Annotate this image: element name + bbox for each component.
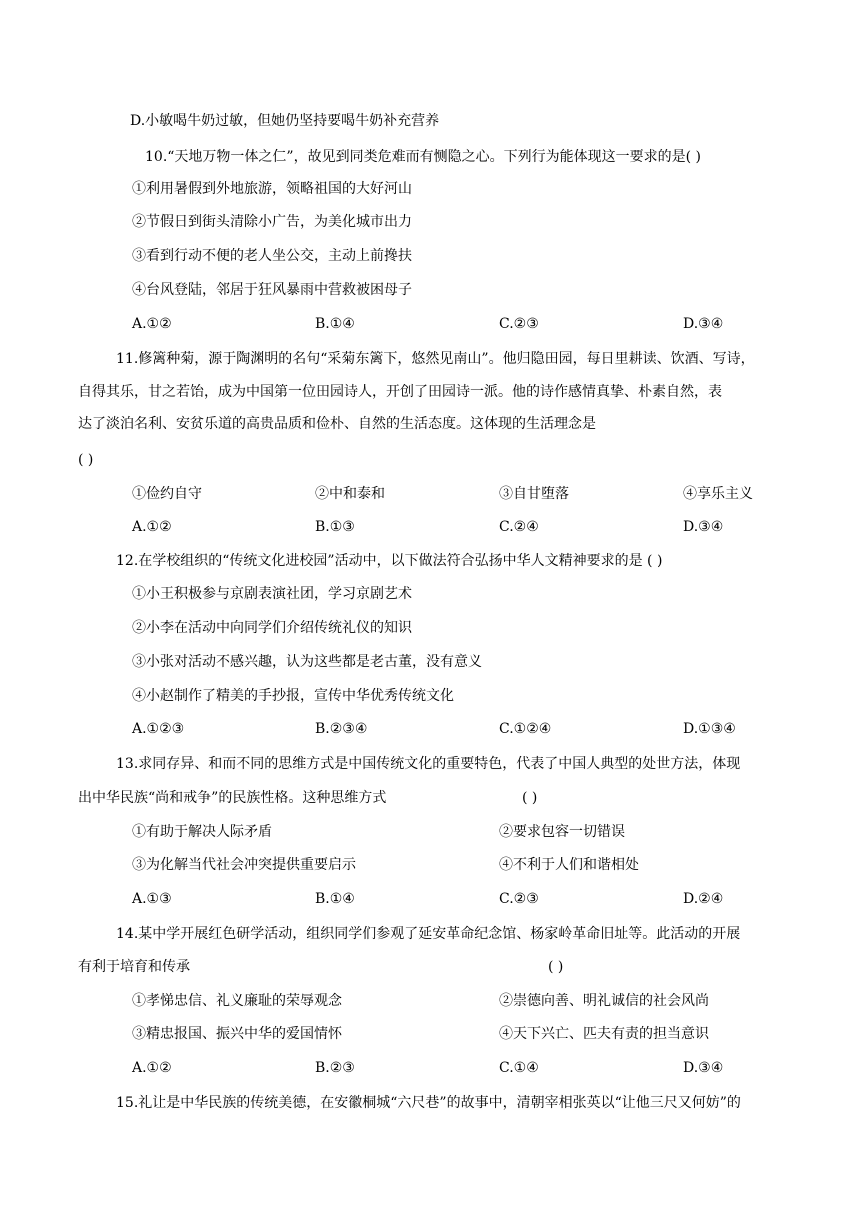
q14-item-3: ③精忠报国、振兴中华的爱国情怀 — [132, 1026, 342, 1042]
q12-item-3: ③小张对活动不感兴趣，认为这些都是老古董，没有意义 — [132, 654, 482, 670]
q13-stem-line-2: 出中华民族“尚和戒争”的民族性格。这种思维方式 — [78, 790, 387, 806]
q14-stem-line-2: 有利于培育和传承 — [78, 959, 190, 975]
q13-option-d: D.②④ — [683, 891, 724, 907]
q10-option-b: B.①④ — [315, 316, 355, 332]
q12-option-b: B.②③④ — [315, 721, 368, 737]
q11-stem-line-3: 达了淡泊名利、安贫乐道的高贵品质和俭朴、自然的生活态度。这体现的生活理念是 — [78, 416, 596, 432]
q10-option-a: A.①② — [132, 316, 172, 332]
q13-item-1: ①有助于解决人际矛盾 — [132, 824, 272, 840]
q14-option-a: A.①② — [132, 1060, 172, 1076]
q13-option-a: A.①③ — [132, 891, 172, 907]
q12-item-2: ②小李在活动中向同学们介绍传统礼仪的知识 — [132, 620, 412, 636]
q11-item-3: ③自甘堕落 — [499, 486, 569, 502]
q14-option-b: B.②③ — [315, 1060, 355, 1076]
q12-option-c: C.①②④ — [499, 721, 552, 737]
q11-item-2: ②中和泰和 — [315, 486, 385, 502]
q11-option-a: A.①② — [132, 519, 172, 535]
q12-item-1: ①小王积极参与京剧表演社团，学习京剧艺术 — [132, 586, 412, 602]
q14-option-d: D.③④ — [683, 1060, 724, 1076]
q13-item-3: ③为化解当代社会冲突提供重要启示 — [132, 857, 356, 873]
q14-stem-line-1: 14.某中学开展红色研学活动，组织同学们参观了延安革命纪念馆、杨家岭革命旧址等。此活动的开展 — [116, 926, 741, 942]
q13-option-c: C.②③ — [499, 891, 539, 907]
q11-answer-paren: ( ) — [78, 452, 94, 468]
q10-option-d: D.③④ — [683, 316, 724, 332]
q13-option-b: B.①④ — [315, 891, 355, 907]
q14-item-4: ④天下兴亡、匹夫有责的担当意识 — [499, 1026, 709, 1042]
q10-option-c: C.②③ — [499, 316, 539, 332]
q11-item-4: ④享乐主义 — [683, 486, 753, 502]
q12-stem: 12.在学校组织的“传统文化进校园”活动中，以下做法符合弘扬中华人文精神要求的是 ( ) — [116, 553, 663, 569]
q13-item-2: ②要求包容一切错误 — [499, 824, 625, 840]
q11-option-b: B.①③ — [315, 519, 355, 535]
q13-stem-line-1: 13.求同存异、和而不同的思维方式是中国传统文化的重要特色，代表了中国人典型的处世方法，体现 — [116, 756, 741, 772]
q14-item-1: ①孝悌忠信、礼义廉耻的荣辱观念 — [132, 993, 342, 1009]
q13-item-4: ④不利于人们和谐相处 — [499, 857, 639, 873]
q11-option-c: C.②④ — [499, 519, 539, 535]
q10-item-4: ④台风登陆，邻居于狂风暴雨中营救被困母子 — [132, 282, 412, 298]
q12-option-a: A.①②③ — [132, 721, 185, 737]
q11-stem-line-2: 自得其乐，甘之若饴，成为中国第一位田园诗人，开创了田园诗一派。他的诗作感情真挚、朴素自然，表 — [78, 384, 722, 400]
q15-stem-line-1: 15.礼让是中华民族的传统美德，在安徽桐城“六尺巷”的故事中，清朝宰相张英以“让他三尺又何妨”的 — [116, 1095, 741, 1111]
q12-option-d: D.①③④ — [683, 721, 736, 737]
q12-item-4: ④小赵制作了精美的手抄报，宣传中华优秀传统文化 — [132, 688, 454, 704]
q10-stem: 10.“天地万物一体之仁”，故见到同类危难而有恻隐之心。下列行为能体现这一要求的是( ) — [145, 149, 701, 165]
q10-item-2: ②节假日到街头清除小广告，为美化城市出力 — [132, 214, 412, 230]
q10-item-1: ①利用暑假到外地旅游，领略祖国的大好河山 — [132, 181, 412, 197]
q14-option-c: C.①④ — [499, 1060, 539, 1076]
q14-answer-paren: ( ) — [548, 959, 564, 975]
q13-answer-paren: ( ) — [522, 790, 538, 806]
q10-item-3: ③看到行动不便的老人坐公交，主动上前搀扶 — [132, 248, 412, 264]
q11-stem-line-1: 11.修篱种菊，源于陶渊明的名句“采菊东篱下，悠然见南山”。他归隐田园，每日里耕读、饮酒、写诗， — [116, 351, 755, 367]
q14-item-2: ②崇德向善、明礼诚信的社会风尚 — [499, 993, 709, 1009]
q11-item-1: ①俭约自守 — [132, 486, 202, 502]
q11-option-d: D.③④ — [683, 519, 724, 535]
q9-option-d: D.小敏喝牛奶过敏，但她仍坚持要喝牛奶补充营养 — [130, 113, 440, 129]
